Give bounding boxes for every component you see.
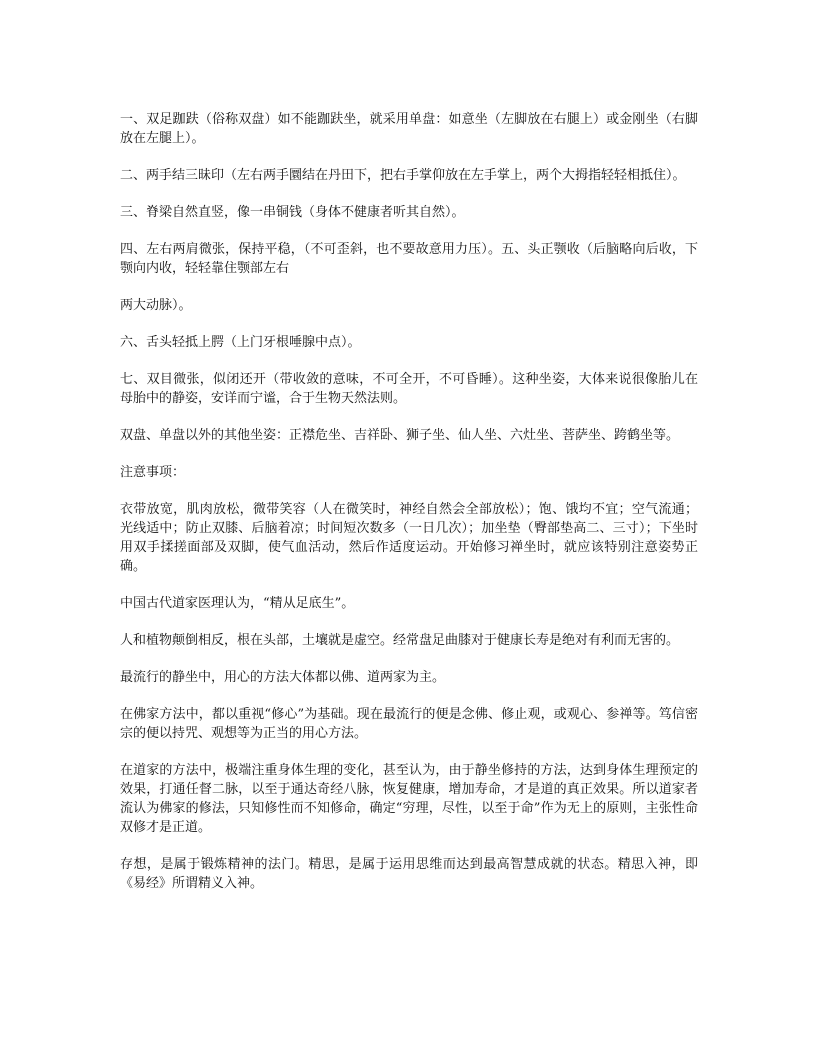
- paragraph-9: 衣带放宽，肌肉放松，微带笑容（人在微笑时，神经自然会全部放松）；饱、饿均不宜；空气流通；光线适中；防止双膝、后脑着凉；时间短次数多（一日几次）；加坐垫（臀部垫高二、三寸）；下坐时用双手揉搓面部及双脚，使气血活动，然后作适度运动。开始修习禅坐时，就应该特别注意姿势正确。: [120, 502, 698, 574]
- paragraph-2: 二、两手结三昧印（左右两手圜结在丹田下，把右手掌仰放在左手掌上，两个大拇指轻轻相抵住）。: [120, 168, 686, 183]
- document-page: [120, 110, 698, 911]
- paragraph-5: 两大动脉）。: [120, 298, 192, 313]
- paragraph-6: 六、舌头轻抵上腭（上门牙根唾腺中点）。: [120, 335, 361, 350]
- paragraph-7: 七、双目微张，似闭还开（带收敛的意味，不可全开，不可昏睡）。这种坐姿，大体来说很像胎儿在母胎中的静姿，安详而宁谧，合于生物天然法则。: [120, 372, 698, 406]
- paragraph-14: 在道家的方法中，极端注重身体生理的变化，甚至认为，由于静坐修持的方法，达到身体生理预定的效果，打通任督二脉，以至于通达奇经八脉，恢复健康，增加寿命，才是道的真正效果。所以道家者流认为佛家的修法，只知修性而不知修命，确定“穷理，尽性，以至于命”作为无上的原则，主张性命双修才是正道。: [120, 763, 698, 835]
- paragraph-11: 人和植物颠倒相反，根在头部，土壤就是虚空。经常盘足曲膝对于健康长寿是绝对有利而无害的。: [120, 633, 680, 648]
- paragraph-4: 四、左右两肩微张，保持平稳，（不可歪斜，也不要故意用力压）。五、头正颚收（后脑略向后收，下颚向内收，轻轻靠住颚部左右: [120, 242, 698, 276]
- paragraph-10: 中国古代道家医理认为，“精从足底生”。: [120, 596, 355, 611]
- paragraph-13: 在佛家方法中，都以重视“修心”为基础。现在最流行的便是念佛、修止观，或观心、参禅等。笃信密宗的便以持咒、观想等为正当的用心方法。: [120, 707, 698, 741]
- section-heading-notes: 注意事项：: [120, 465, 186, 480]
- paragraph-3: 三、脊梁自然直竖，像一串铜钱（身体不健康者听其自然）。: [120, 205, 465, 220]
- paragraph-15: 存想，是属于锻炼精神的法门。精思，是属于运用思维而达到最高智慧成就的状态。精思入神，即《易经》所谓精义入神。: [120, 857, 698, 891]
- paragraph-12: 最流行的静坐中，用心的方法大体都以佛、道两家为主。: [120, 670, 446, 685]
- paragraph-8: 双盘、单盘以外的其他坐姿：正襟危坐、吉祥卧、狮子坐、仙人坐、六灶坐、菩萨坐、跨鹤坐等。: [120, 428, 680, 443]
- paragraph-1: 一、双足跏趺（俗称双盘）如不能跏趺坐，就采用单盘：如意坐（左脚放在右腿上）或金刚坐（右脚放在左腿上）。: [120, 112, 698, 146]
